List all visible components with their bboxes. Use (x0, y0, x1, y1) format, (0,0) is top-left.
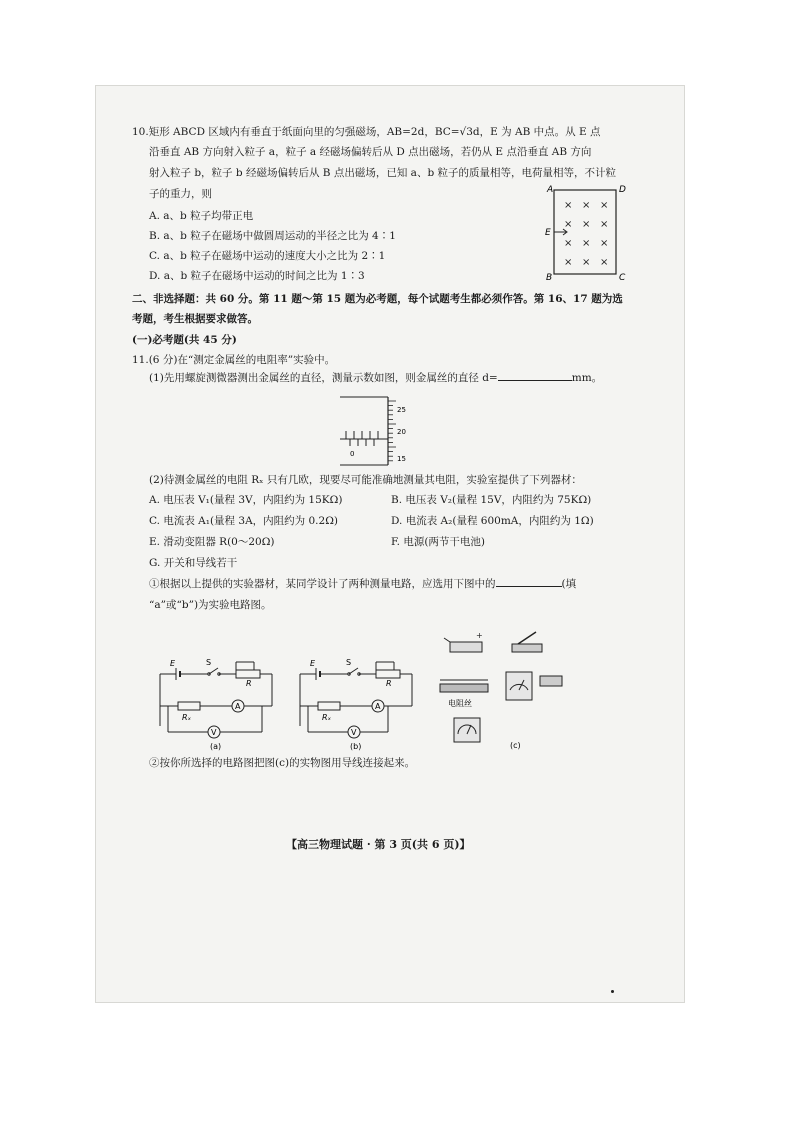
circuit-b-label-E: E (310, 659, 316, 668)
circuit-b-ammeter: A (375, 702, 381, 711)
rheostat-icon (440, 680, 488, 692)
circuit-b-voltmeter: V (351, 728, 357, 737)
circuit-b-label-R: R (386, 679, 392, 688)
svg-text:+: + (476, 631, 483, 640)
micrometer-tick-25: 25 (397, 406, 406, 414)
field-cross-3-1: × (582, 257, 591, 268)
caption-c: (c) (510, 741, 521, 750)
circuit-a-label-Rx: Rₓ (182, 713, 192, 722)
q10-line4: 子的重力，则 (149, 188, 212, 200)
micrometer-figure (336, 393, 416, 469)
circuit-a-voltmeter: V (211, 728, 217, 737)
q11-sub2: ②按你所选择的电路图把图(c)的实物图用导线连接起来。 (149, 757, 416, 769)
field-cross-3-0: × (564, 257, 573, 268)
diameter-answer-blank[interactable] (498, 380, 572, 381)
q11-intro: 11.(6 分)在“测定金属丝的电阻率”实验中。 (132, 354, 336, 366)
magnetic-field-figure (540, 182, 630, 282)
equipment-b: B. 电压表 V₂(量程 15V，内阻约为 75KΩ) (391, 494, 592, 506)
q11-sub1-text: ①根据以上提供的实验器材，某同学设计了两种测量电路，应选用下图中的 (149, 578, 496, 590)
label-D: D (619, 185, 626, 195)
q11-sub1-line2: “a”或“b”)为实验电路图。 (149, 599, 272, 611)
caption-a: (a) (210, 742, 222, 751)
q11-sub1 (149, 577, 576, 591)
field-cross-1-0: × (564, 219, 573, 230)
section2-heading-line2: 考题，考生根据要求做答。 (132, 313, 258, 325)
micrometer-tick-20: 20 (397, 428, 406, 436)
battery-icon (444, 631, 483, 652)
required-heading: (一)必考题(共 45 分) (132, 334, 237, 346)
q10-option-d: D. a、b 粒子在磁场中运动的时间之比为 1∶3 (149, 270, 365, 282)
micrometer-tick-15: 15 (397, 455, 406, 463)
q11-part1 (149, 371, 602, 385)
field-cross-2-0: × (564, 238, 573, 249)
q10-line3: 射入粒子 b，粒子 b 经磁场偏转后从 B 点出磁场，已知 a、b 粒子的质量相等，电荷量相等，不计粒 (149, 167, 617, 179)
label-E: E (545, 228, 551, 238)
circuit-a-ammeter: A (235, 702, 241, 711)
q11-part2: (2)待测金属丝的电阻 Rₓ 只有几欧，现要尽可能准确地测量其电阻，实验室提供了下列器材： (149, 474, 582, 486)
field-cross-0-1: × (582, 200, 591, 211)
apparatus-figure-c (436, 628, 566, 754)
wire-label: 电阻丝 (448, 699, 472, 708)
equipment-e: E. 滑动变阻器 R(0～20Ω) (149, 536, 275, 548)
caption-b: (b) (350, 742, 362, 751)
circuit-diagram-b (290, 654, 422, 752)
q10-option-b: B. a、b 粒子在磁场中做圆周运动的半径之比为 4∶1 (149, 230, 396, 242)
field-cross-0-0: × (564, 200, 573, 211)
voltmeter-icon (454, 718, 480, 742)
circuit-a-label-S: S (206, 658, 212, 667)
label-B: B (546, 273, 553, 282)
circuit-b-label-Rx: Rₓ (322, 713, 332, 722)
switch-icon (512, 632, 542, 652)
circuit-b-label-S: S (346, 658, 352, 667)
field-cross-3-2: × (600, 257, 609, 268)
equipment-c: C. 电流表 A₁(量程 3A，内阻约为 0.2Ω) (149, 515, 338, 527)
q10-line2: 沿垂直 AB 方向射入粒子 a，粒子 a 经磁场偏转后从 D 点出磁场，若仍从 E 点沿垂直 AB 方向 (149, 146, 592, 158)
equipment-g: G. 开关和导线若干 (149, 557, 238, 569)
ammeter-icon (506, 672, 532, 700)
scan-speck (611, 990, 614, 993)
micrometer-zero: 0 (350, 450, 355, 458)
q10-option-c: C. a、b 粒子在磁场中运动的速度大小之比为 2∶1 (149, 250, 386, 262)
field-cross-1-1: × (582, 219, 591, 230)
field-cross-2-2: × (600, 238, 609, 249)
equipment-a: A. 电压表 V₁(量程 3V，内阻约为 15KΩ) (149, 494, 343, 506)
circuit-diagram-a (150, 654, 282, 752)
label-C: C (619, 273, 626, 282)
section2-heading-line1: 二、非选择题：共 60 分。第 11 题～第 15 题为必考题，每个试题考生都必须作答。第 16、17 题为选 (132, 293, 623, 305)
equipment-d: D. 电流表 A₂(量程 600mA，内阻约为 1Ω) (391, 515, 594, 527)
field-cross-0-2: × (600, 200, 609, 211)
q11-sub1-fill-hint: (填 (561, 578, 577, 590)
q11-part1-unit: mm。 (571, 372, 603, 384)
circuit-choice-blank[interactable] (496, 586, 562, 587)
circuit-a-label-E: E (170, 659, 176, 668)
label-A: A (547, 185, 554, 195)
q10-line1: 10.矩形 ABCD 区域内有垂直于纸面向里的匀强磁场，AB=2d，BC=√3d，E 为 AB 中点。从 E 点 (132, 126, 601, 138)
equipment-f: F. 电源(两节干电池) (391, 536, 486, 548)
q10-option-a: A. a、b 粒子均带正电 (149, 210, 254, 222)
page-footer: 【高三物理试题 · 第 3 页(共 6 页)】 (286, 838, 471, 851)
circuit-a-label-R: R (246, 679, 252, 688)
q11-part1-text: (1)先用螺旋测微器测出金属丝的直径，测量示数如图，则金属丝的直径 d= (149, 372, 498, 384)
field-cross-1-2: × (600, 219, 609, 230)
resistance-wire-board-icon (540, 676, 562, 686)
field-cross-2-1: × (582, 238, 591, 249)
